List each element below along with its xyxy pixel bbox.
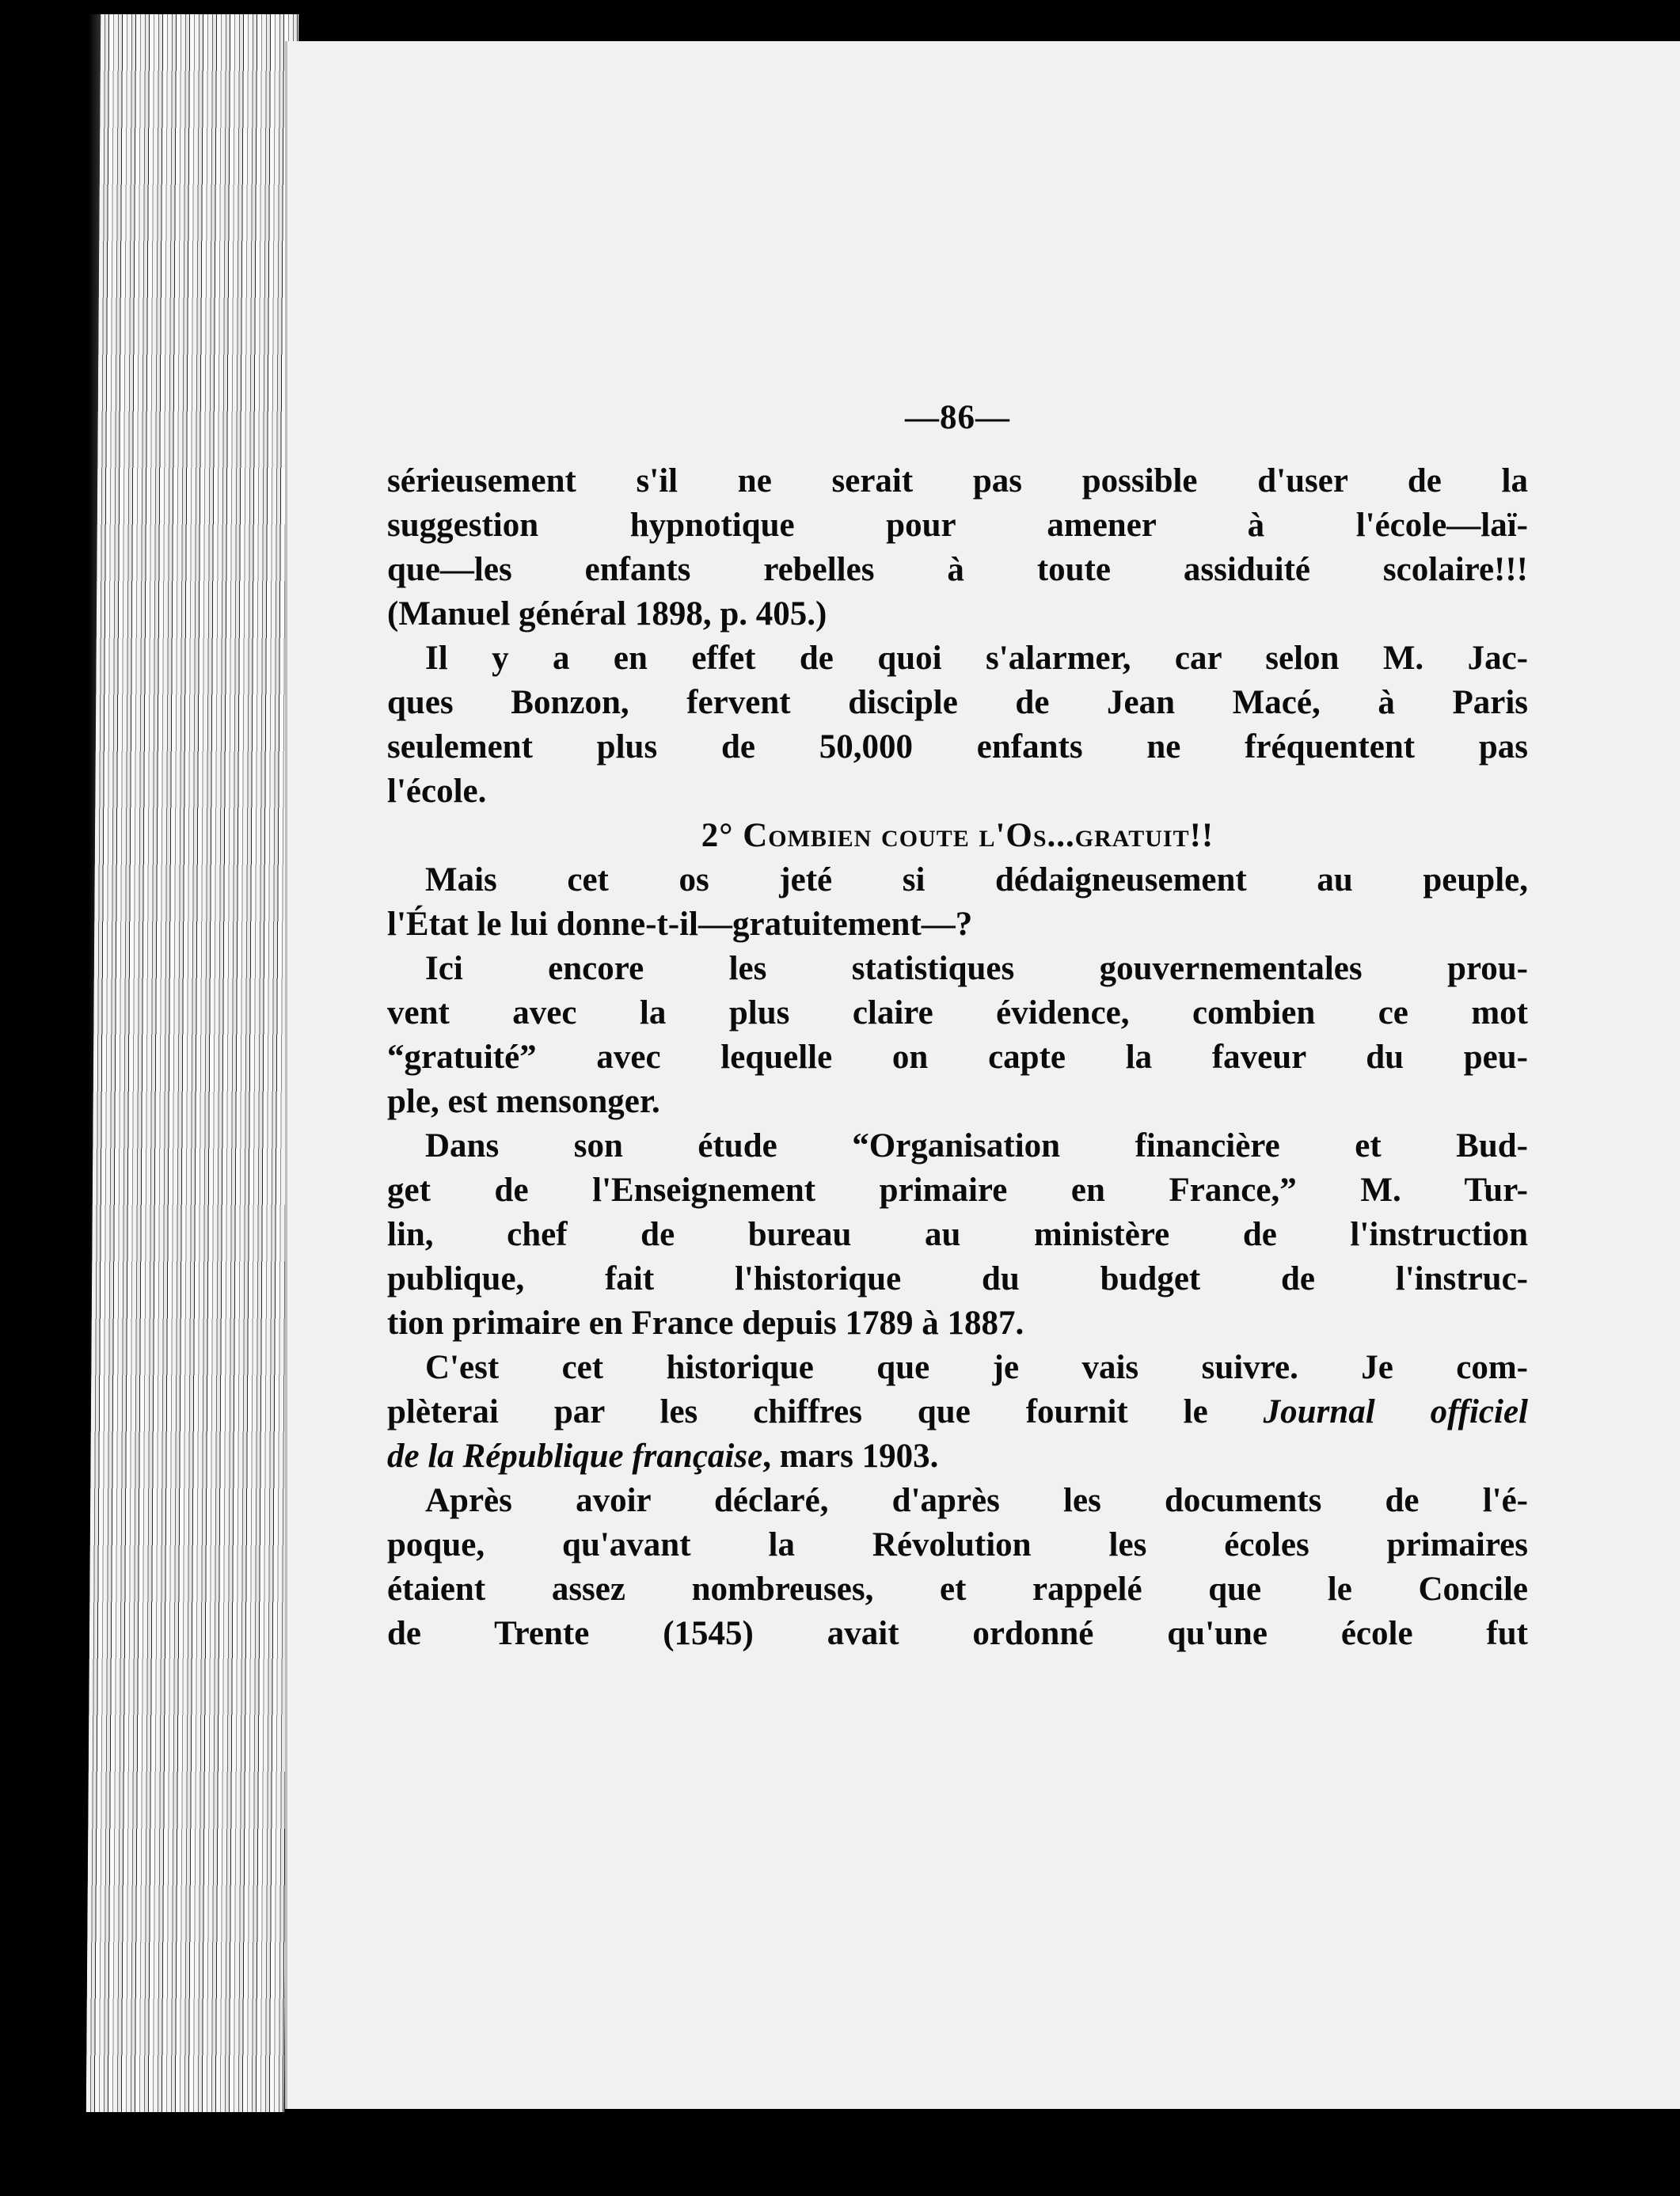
text-line xyxy=(387,1346,1528,1390)
line-text: tion primaire en France depuis 1789 à 1887. xyxy=(387,1305,1024,1342)
text-line xyxy=(387,1168,1528,1213)
line-text: get de l'Enseignement primaire en France,” M. Tur- xyxy=(387,1172,1528,1209)
text-line xyxy=(387,1612,1528,1656)
line-text: “gratuité” avec lequelle on capte la faveur du peu- xyxy=(387,1039,1528,1076)
text-line xyxy=(387,503,1528,548)
text-line xyxy=(387,947,1528,991)
text-line xyxy=(387,681,1528,725)
text-line xyxy=(387,459,1528,503)
line-text: que—les enfants rebelles à toute assiduité scolaire!!! xyxy=(387,551,1528,588)
line-text: Ici encore les statistiques gouvernementales prou- xyxy=(425,950,1528,987)
italic-text: Journal officiel xyxy=(1263,1393,1528,1430)
line-text: ques Bonzon, fervent disciple de Jean Macé, à Paris xyxy=(387,684,1528,721)
italic-text: de la République française xyxy=(387,1438,763,1475)
line-text: étaient assez nombreuses, et rappelé que le Concile xyxy=(387,1571,1528,1608)
line-text: l'école. xyxy=(387,773,487,810)
text-line xyxy=(387,902,1528,947)
line-text: de Trente (1545) avait ordonné qu'une école fut xyxy=(387,1615,1528,1652)
line-text: Dans son étude “Organisation financière et Bud- xyxy=(425,1127,1528,1164)
line-text: C'est cet historique que je vais suivre. Je com- xyxy=(425,1349,1528,1386)
text-line xyxy=(387,1301,1528,1346)
line-text: , mars 1903. xyxy=(762,1438,939,1475)
text-line xyxy=(387,1434,1528,1479)
line-text: l'État le lui donne-t-il—gratuitement—? xyxy=(387,906,973,943)
text-line xyxy=(387,1035,1528,1080)
book-page-edges xyxy=(86,14,299,2112)
line-text: Il y a en effet de quoi s'alarmer, car selon M. Jac- xyxy=(425,640,1528,677)
line-text: Mais cet os jeté si dédaigneusement au peuple, xyxy=(425,861,1528,899)
line-text: vent avec la plus claire évidence, combien ce mot xyxy=(387,994,1528,1032)
line-text: 2° Combien coute l'Os...gratuit!! xyxy=(701,817,1214,854)
text-line xyxy=(387,548,1528,592)
text-line xyxy=(387,1479,1528,1523)
line-text: poque, qu'avant la Révolution les écoles primaires xyxy=(387,1526,1528,1563)
text-line xyxy=(387,1567,1528,1612)
line-text: lin, chef de bureau au ministère de l'instruction xyxy=(387,1216,1528,1253)
text-line xyxy=(387,858,1528,902)
text-line xyxy=(387,1523,1528,1567)
text-line xyxy=(387,1124,1528,1168)
text-line xyxy=(387,1080,1528,1124)
page-text-block xyxy=(387,396,1528,1656)
text-line xyxy=(387,636,1528,681)
line-text: suggestion hypnotique pour amener à l'école—laï- xyxy=(387,507,1528,544)
text-line xyxy=(387,1390,1528,1434)
line-text: sérieusement s'il ne serait pas possible d'user de la xyxy=(387,462,1528,500)
text-lines xyxy=(387,459,1528,1656)
text-line xyxy=(387,592,1528,636)
text-line xyxy=(387,991,1528,1035)
line-text: Après avoir déclaré, d'après les documents de l'é- xyxy=(425,1482,1528,1519)
page-number: —86— xyxy=(905,399,1010,436)
line-text: seulement plus de 50,000 enfants ne fréquentent pas xyxy=(387,728,1528,766)
text-line xyxy=(387,814,1528,858)
line-text: ple, est mensonger. xyxy=(387,1083,660,1120)
line-text: publique, fait l'historique du budget de l'instruc- xyxy=(387,1260,1528,1297)
text-line xyxy=(387,1257,1528,1301)
text-line xyxy=(387,1213,1528,1257)
line-text: (Manuel général 1898, p. 405.) xyxy=(387,595,827,633)
text-line xyxy=(387,725,1528,769)
text-line xyxy=(387,769,1528,814)
line-text: plèterai par les chiffres que fournit le xyxy=(387,1393,1264,1430)
